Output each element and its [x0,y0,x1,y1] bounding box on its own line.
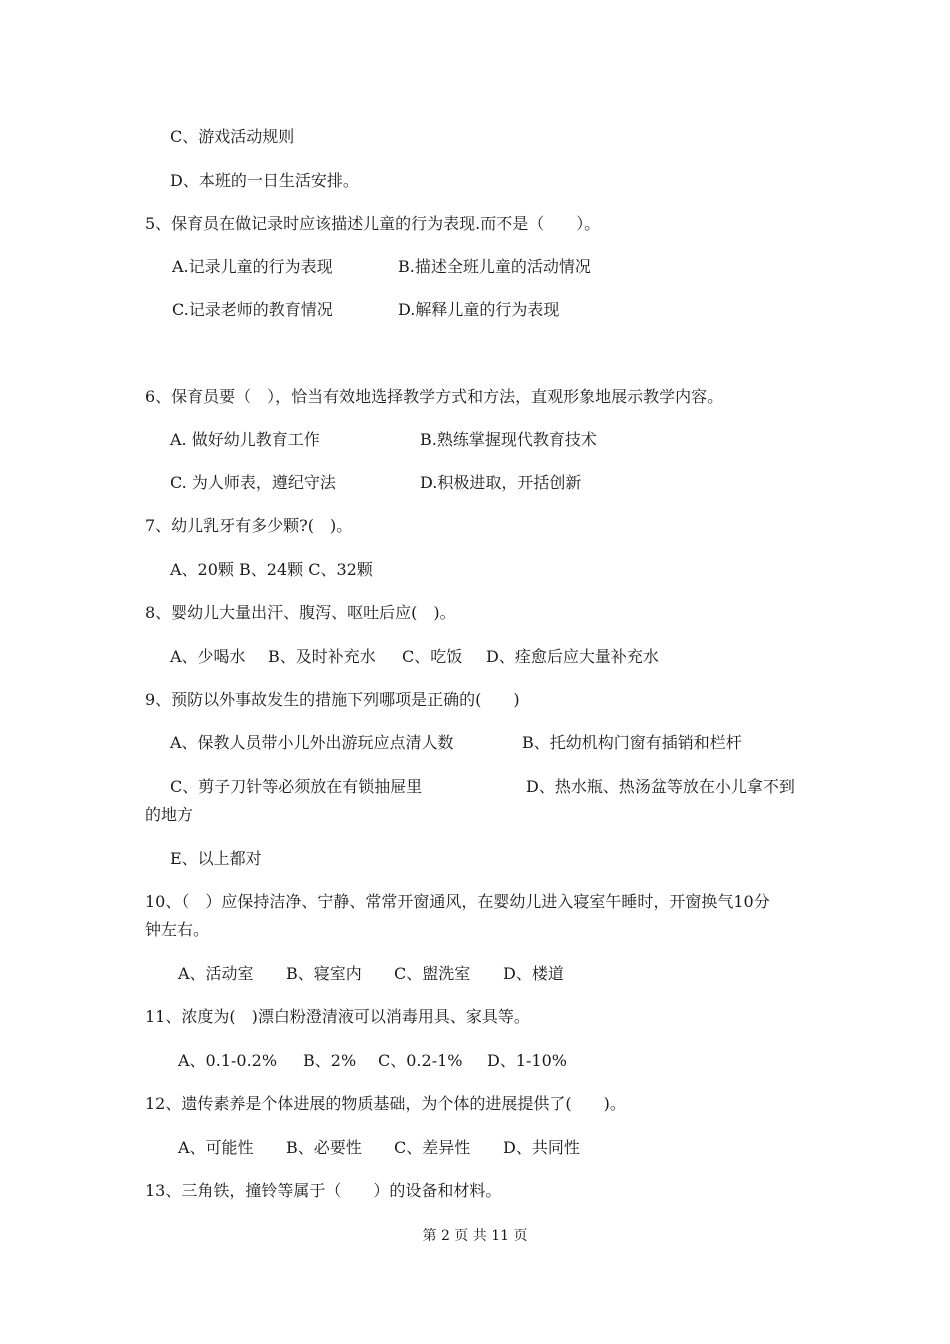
question-9-stem: 9、预防以外事故发生的措施下列哪项是正确的( ) [145,690,520,709]
question-5-option-a: A.记录儿童的行为表现 [172,257,333,276]
question-8-option-a: A、少喝水 [170,647,246,666]
prev-option-d: D、本班的一日生活安排。 [170,171,359,190]
question-10-option-b: B、寝室内 [286,964,362,983]
question-11-option-d: D、1-10% [487,1051,567,1070]
question-10-option-c: C、盥洗室 [394,964,471,983]
question-10-option-d: D、楼道 [503,964,564,983]
question-5-option-d: D.解释儿童的行为表现 [398,300,560,319]
question-5-option-b: B.描述全班儿童的活动情况 [398,257,591,276]
question-12-option-a: A、可能性 [178,1138,254,1157]
question-6-option-b: B.熟练掌握现代教育技术 [420,430,597,449]
question-7-stem: 7、幼儿乳牙有多少颗?( )。 [145,516,353,535]
question-8-stem: 8、婴幼儿大量出汗、腹泻、呕吐后应( )。 [145,603,456,622]
page-number-footer: 第 2 页 共 11 页 [422,1228,528,1244]
question-8-option-d: D、痊愈后应大量补充水 [486,647,659,666]
question-10-stem-continued: 钟左右。 [145,920,210,939]
question-8-option-c: C、吃饭 [402,647,463,666]
question-12-option-b: B、必要性 [286,1138,362,1157]
question-10-option-a: A、活动室 [178,964,254,983]
question-6-option-d: D.积极进取，开括创新 [420,473,582,492]
question-12-option-d: D、共同性 [503,1138,580,1157]
question-9-option-d: D、热水瓶、热汤盆等放在小儿拿不到 [526,777,795,796]
question-10-stem: 10、（ ）应保持洁净、宁静、常常开窗通风，在婴幼儿进入寝室午睡时，开窗换气10分 [145,892,770,911]
question-6-stem: 6、保育员要（ ），恰当有效地选择教学方式和方法，直观形象地展示教学内容。 [145,387,724,406]
question-9-option-c: C、剪子刀针等必须放在有锁抽屉里 [170,777,423,796]
question-6-option-a: A. 做好幼儿教育工作 [170,430,320,449]
question-11-stem: 11、浓度为( )漂白粉澄清液可以消毒用具、家具等。 [145,1007,530,1026]
question-9-option-a: A、保教人员带小儿外出游玩应点清人数 [170,733,454,752]
question-5-stem: 5、保育员在做记录时应该描述儿童的行为表现.而不是（ ）。 [145,214,601,233]
question-11-option-c: C、0.2-1% [378,1051,463,1070]
prev-option-c: C、游戏活动规则 [170,127,295,146]
question-11-option-b: B、2% [303,1051,357,1070]
question-9-option-e: E、以上都对 [170,849,262,868]
question-9-option-d-continued: 的地方 [145,805,194,824]
question-6-option-c: C. 为人师表，遵纪守法 [170,473,336,492]
question-13-stem: 13、三角铁，撞铃等属于（ ）的设备和材料。 [145,1181,502,1200]
question-9-option-b: B、托幼机构门窗有插销和栏杆 [522,733,742,752]
question-11-option-a: A、0.1-0.2% [178,1051,278,1070]
question-7-options: A、20颗 B、24颗 C、32颗 [170,560,373,579]
question-12-stem: 12、遗传素养是个体进展的物质基础，为个体的进展提供了( )。 [145,1094,626,1113]
question-5-option-c: C.记录老师的教育情况 [172,300,333,319]
question-8-option-b: B、及时补充水 [268,647,376,666]
question-12-option-c: C、差异性 [394,1138,471,1157]
